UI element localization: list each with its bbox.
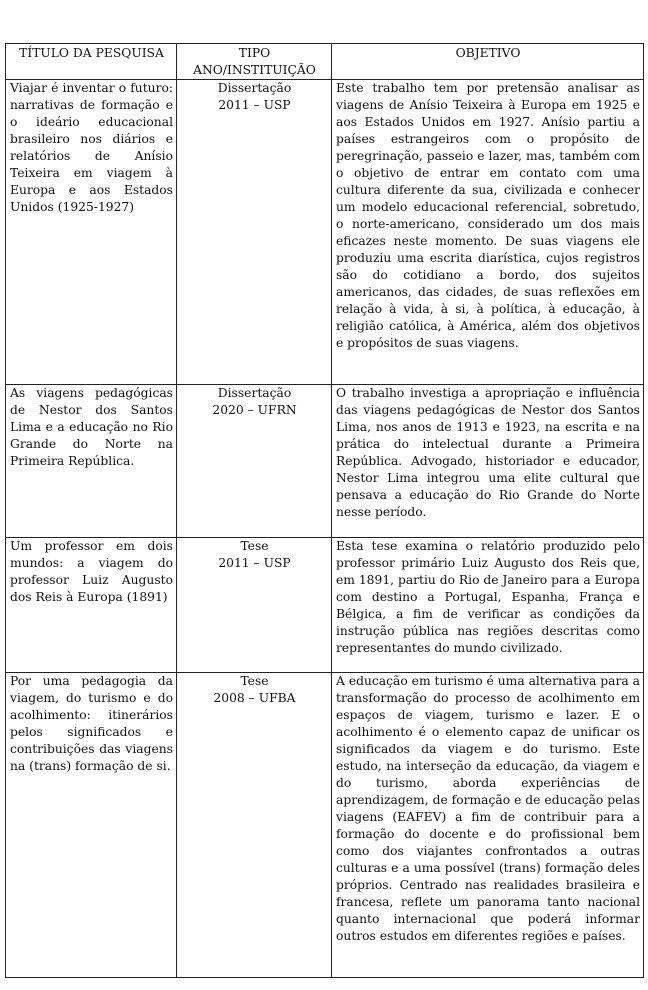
table-row	[6, 80, 644, 385]
header-objective-label: OBJETIVO	[455, 46, 521, 60]
header-title	[6, 44, 177, 80]
research-year-institution: 2020 – UFRN	[212, 403, 297, 417]
research-type: Dissertação	[217, 81, 292, 95]
research-year-institution: 2011 – USP	[218, 98, 291, 112]
research-type-cell	[177, 673, 332, 978]
research-type: Tese	[240, 674, 269, 688]
research-table	[5, 43, 644, 978]
research-title-cell: Um professor em dois mundos: a viagem do professor Luiz Augusto dos Reis à Europa (1891)	[6, 538, 177, 673]
research-title-cell: As viagens pedagógicas de Nestor dos Santos Lima e a educação no Rio Grande do Norte na Primeira República.	[6, 385, 177, 538]
table-row	[6, 673, 644, 978]
research-objective-cell: A educação em turismo é uma alternativa para a transformação do processo de acolhimento em espaços de viagem, turismo e lazer. E o acolhimento é o elemento capaz de unificar os significados da viagem e do turismo. Este estudo, na interseção da educação, da viagem e do turismo, aborda experiências de aprendizagem, de formação e de educação pelas viagens (EAFEV) a fim de contribuir para a formação do docente e do profissional bem como dos viajantes confrontados a outras culturas e a uma possível (trans) formação deles próprios. Centrado nas realidades brasileira e francesa, reflete um panorama tanto nacional quanto internacional que poderá informar outros estudos em diferentes regiões e países.	[332, 673, 644, 978]
table-row	[6, 385, 644, 538]
header-row	[6, 44, 644, 80]
header-type	[177, 44, 332, 80]
table-row	[6, 538, 644, 673]
header-objective	[332, 44, 644, 80]
research-type-cell	[177, 80, 332, 385]
header-title-label: TÍTULO DA PESQUISA	[19, 46, 164, 60]
research-year-institution: 2011 – USP	[218, 556, 291, 570]
research-year-institution: 2008 – UFBA	[213, 691, 296, 705]
research-type: Tese	[240, 539, 269, 553]
header-type-label: TIPO	[238, 46, 271, 60]
research-title-cell: Por uma pedagogia da viagem, do turismo e do acolhimento: itinerários pelos significados e contribuições das viagens na (trans) formação de si.	[6, 673, 177, 978]
header-year-institution-label: ANO/INSTITUIÇÃO	[193, 63, 316, 77]
research-objective-cell: Este trabalho tem por pretensão analisar as viagens de Anísio Teixeira à Europa em 1925 e aos Estados Unidos em 1927. Anísio partiu a países estrangeiros com o propósito de peregrinação, passeio e lazer, mas, também com o objetivo de entrar em contato com uma cultura diferente da sua, civilizada e conhecer um modelo educacional referencial, sobretudo, o norte-americano, considerado um dos mais eficazes neste momento. De suas viagens ele produziu uma escrita diarística, cujos registros são do cotidiano a bordo, dos sujeitos americanos, das cidades, de suas reflexões em relação à vida, à si, à política, à educação, à religião católica, à América, além dos objetivos e propósitos de suas viagens.	[332, 80, 644, 385]
research-objective-cell: O trabalho investiga a apropriação e influência das viagens pedagógicas de Nestor dos Santos Lima, nos anos de 1913 e 1923, na escrita e na prática do intelectual durante a Primeira República. Advogado, historiador e educador, Nestor Lima integrou uma elite cultural que pensava a educação do Rio Grande do Norte nesse período.	[332, 385, 644, 538]
research-type-cell	[177, 538, 332, 673]
research-type-cell	[177, 385, 332, 538]
research-objective-cell: Esta tese examina o relatório produzido pelo professor primário Luiz Augusto dos Reis que, em 1891, partiu do Rio de Janeiro para a Europa com destino a Portugal, Espanha, França e Bélgica, a fim de verificar as condições da instrução pública nas regiões descritas como representantes do mundo civilizado.	[332, 538, 644, 673]
research-title-cell: Viajar é inventar o futuro: narrativas de formação e o ideário educacional brasileiro nos diários e relatórios de Anísio Teixeira em viagem à Europa e aos Estados Unidos (1925-1927)	[6, 80, 177, 385]
research-type: Dissertação	[217, 386, 292, 400]
